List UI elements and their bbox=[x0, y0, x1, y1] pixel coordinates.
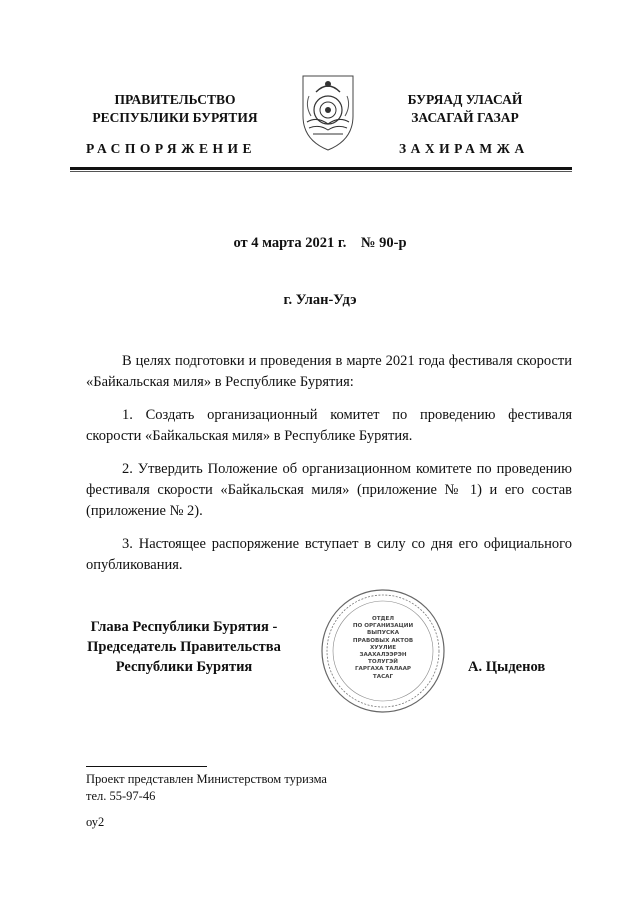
header-left-line1: ПРАВИТЕЛЬСТВО bbox=[114, 92, 236, 107]
header-rule-thin bbox=[70, 171, 572, 172]
header-right-title: ЗАХИРАМЖА bbox=[399, 141, 529, 156]
footer-info bbox=[86, 771, 327, 805]
footer-line2: тел. 55-97-46 bbox=[86, 789, 156, 803]
footer-code: оу2 bbox=[86, 815, 105, 829]
paragraph-preamble: В целях подготовки и проведения в марте 2021 года фестиваля скорости «Байкальская миля» в Республике Бурятия: bbox=[86, 353, 572, 390]
position-line3: Республики Бурятия bbox=[115, 659, 253, 675]
place: г. Улан-Удэ bbox=[283, 292, 357, 308]
header-left bbox=[80, 91, 270, 127]
date-number: от 4 марта 2021 г. № 90-р bbox=[233, 235, 407, 251]
header-right bbox=[380, 91, 550, 127]
header-rule-thick bbox=[70, 167, 572, 170]
position-line1: Глава Республики Бурятия - bbox=[90, 619, 278, 635]
header-left-title: РАСПОРЯЖЕНИЕ bbox=[86, 141, 257, 156]
header-right-line2: ЗАСАГАЙ ГАЗАР bbox=[411, 110, 519, 125]
position-line2: Председатель Правительства bbox=[87, 639, 281, 655]
coat-of-arms-icon bbox=[297, 72, 359, 152]
header-left-line2: РЕСПУБЛИКИ БУРЯТИЯ bbox=[92, 110, 258, 125]
paragraph-item-3: 3. Настоящее распоряжение вступает в силу со дня его официального опубликования. bbox=[86, 536, 572, 573]
paragraph-item-1: 1. Создать организационный комитет по проведению фестиваля скорости «Байкальская миля» в Республике Бурятия. bbox=[86, 407, 572, 444]
footer-line1: Проект представлен Министерством туризма bbox=[86, 772, 327, 786]
official-stamp bbox=[320, 588, 446, 714]
footer-rule bbox=[86, 766, 207, 767]
signatory-name: А. Цыденов bbox=[468, 659, 546, 675]
signatory-position bbox=[74, 617, 294, 677]
stamp-text: ОТДЕЛ ПО ОРГАНИЗАЦИИ ВЫПУСКА ПРАВОВЫХ АКТОВ ХУУЛИЕ ЗААХАЛЭЭРЭН ТОЛУГЭЙ ГАРГАХА ТАЛААР ТАСАГ bbox=[352, 616, 414, 680]
header-right-line1: БУРЯАД УЛАСАЙ bbox=[407, 92, 523, 107]
paragraph-item-2: 2. Утвердить Положение об организационном комитете по проведению фестиваля скорости «Байкальская миля» (приложение № 1) и его состав (приложение № 2). bbox=[86, 461, 572, 519]
